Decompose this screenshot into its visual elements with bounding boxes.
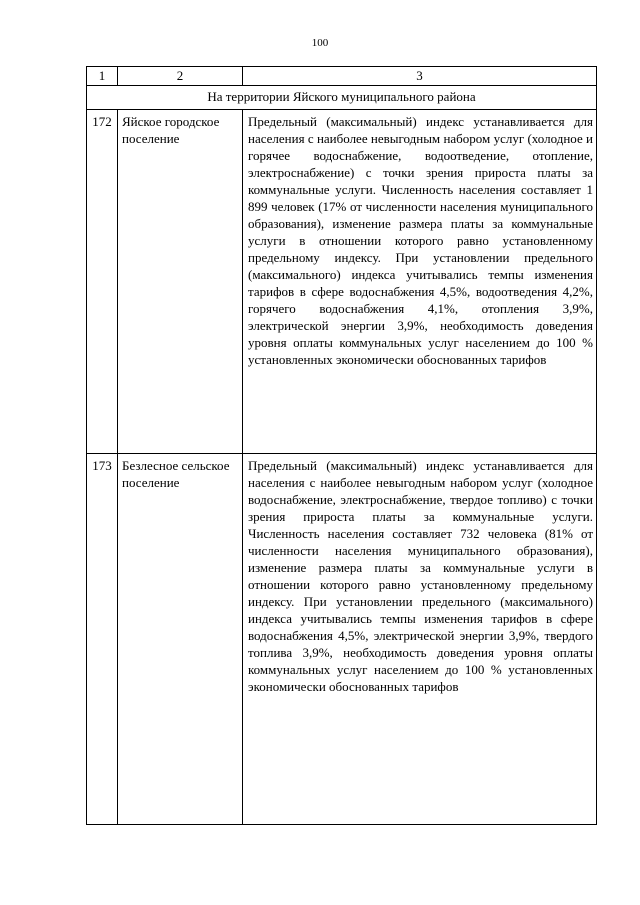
table-row [87, 454, 597, 825]
row-number: 173 [87, 454, 118, 825]
tariff-table [86, 66, 597, 825]
index-description [243, 110, 597, 454]
header-row [87, 67, 597, 86]
region-title: На территории Яйского муниципального района [87, 86, 597, 110]
settlement-name: Безлесное сельское поселение [118, 454, 243, 825]
settlement-name: Яйское городское поселение [118, 110, 243, 454]
header-col-3: 3 [243, 67, 597, 86]
header-col-2: 2 [118, 67, 243, 86]
row-number: 172 [87, 110, 118, 454]
index-description-text: Предельный (максимальный) индекс устанавливается для населения с наиболее невыгодным набором услуг (холодное и горячее водоснабжение, водоотведение, отопление, электроснабжение) с точки зрения прироста платы за коммунальные услуги. Численность населения составляет 1 899 человек (17% от численности населения муниципального образования), изменение размера платы за коммунальные услуги в отношении которого равно установленному предельному индексу. При установлении предельного (максимального) индекса учитывались темпы изменения тарифов в сфере водоснабжения 4,5%, водоотведения 4,2%, горячего водоснабжения 4,1%, отопления 3,9%, электрической энергии 3,9%, необходимость доведения уровня оплаты коммунальных услуг населением до 100 % установленных экономически обоснованных тарифов [248, 114, 593, 367]
index-description-text: Предельный (максимальный) индекс устанавливается для населения с наиболее невыгодным набором услуг (холодное водоснабжение, электроснабжение, твердое топливо) с точки зрения прироста платы за коммунальные услуги. Численность населения составляет 732 человека (81% от численности населения муниципального образования), изменение размера платы за коммунальные услуги в отношении которого равно установленному предельному индексу. При установлении предельного (максимального) индекса учитывались темпы изменения тарифов в сфере водоснабжения 4,5%, электрической энергии 3,9%, твердого топлива 3,9%, необходимость доведения уровня оплаты коммунальных услуг населением до 100 % установленных экономически обоснованных тарифов [248, 458, 593, 694]
header-col-1: 1 [87, 67, 118, 86]
index-description [243, 454, 597, 825]
region-row [87, 86, 597, 110]
page-number: 100 [311, 37, 329, 49]
table-row [87, 110, 597, 454]
